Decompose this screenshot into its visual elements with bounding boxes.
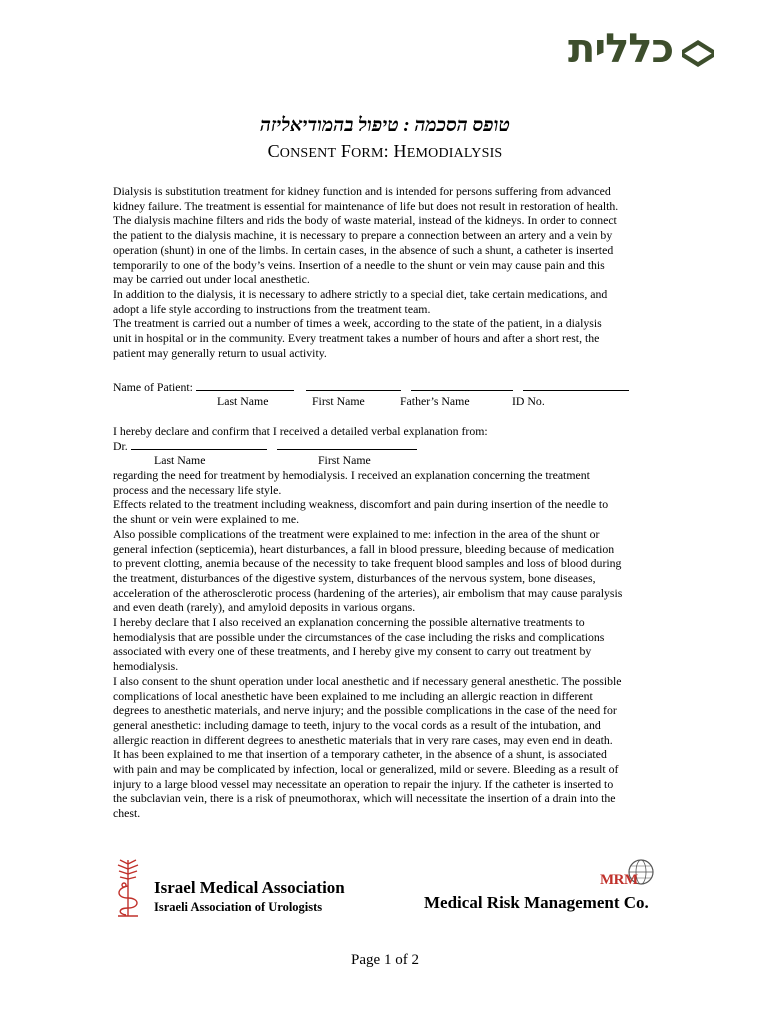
text-line: to prevent clotting, anemia because of the necessity to take frequent blood samples and loss of blood during <box>113 556 622 571</box>
mrm-logo <box>598 858 658 892</box>
ima-emblem-icon <box>110 858 146 920</box>
text-line: associated with every one of these treatments, and I hereby give my consent to carry out treatment by <box>113 644 592 659</box>
text-line: temporarily to one of the body’s veins. Insertion of a needle to the shunt or vein may cause pain and this <box>113 257 605 272</box>
text-line: general infection (septicemia), heart disturbances, a fall in blood pressure, bleeding because of medication <box>113 541 615 556</box>
text-line: may be carried out under local anesthetic. <box>113 272 310 287</box>
text-line: with pain and may be complicated by infection, local or generalized, mild or severe. Bleeding as a result of <box>113 762 619 777</box>
text-line: the subclavian vein, there is a risk of pneumothorax, which will necessitate the insertion of a drain into the <box>113 791 616 806</box>
caption-dr-first-name: First Name <box>318 453 371 467</box>
text-line: acceleration of the atherosclerotic process (hardening of the arteries), air embolism that may cause paralysis <box>113 585 623 600</box>
doctor-name-row <box>113 439 417 454</box>
page-number: Page 1 of 2 <box>351 952 419 968</box>
caption-fathers-name: Father’s Name <box>400 394 470 408</box>
dr-label: Dr. <box>113 439 128 453</box>
mrm-logo-text: MRM <box>600 872 638 888</box>
text-line: injury to a large blood vessel may necessitate an operation to repair the injury. If the catheter is inserted to <box>113 776 614 791</box>
patient-id-field[interactable] <box>523 380 629 391</box>
text-line: kidney failure. The treatment is essential for maintenance of life but does not result in restoration of health. <box>113 198 619 213</box>
text-line: The treatment is carried out a number of times a week, according to the state of the patient, in a dialysis <box>113 316 602 331</box>
doctor-last-name-field[interactable] <box>131 439 267 450</box>
text-line: allergic reaction in different degrees to anesthetic materials that in very rare cases, may even end in death. <box>113 732 613 747</box>
text-line: Dialysis is substitution treatment for kidney function and is intended for persons suffering from advanced <box>113 184 611 198</box>
caption-last-name: Last Name <box>217 394 269 408</box>
text-line: the shunt or vein were explained to me. <box>113 512 300 527</box>
clalit-chevron-icon <box>678 36 718 70</box>
text-line: Also possible complications of the treatment were explained to me: infection in the area of the shunt or <box>113 526 600 541</box>
ima-name: Israel Medical Association <box>154 878 345 897</box>
text-line: the treatment, disturbances of the digestive system, disturbances of the nervous system, bone diseases, <box>113 570 596 585</box>
text-line: adopt a life style according to instructions from the treatment team. <box>113 301 431 316</box>
text-line: I hereby declare that I also received an explanation concerning the possible alternative treatments to <box>113 615 585 630</box>
text-line: the patient to the dialysis machine, it is necessary to prepare a connection between an artery and a vein by <box>113 228 613 243</box>
declaration-intro: I hereby declare and confirm that I received a detailed verbal explanation from: <box>113 424 488 438</box>
caption-first-name: First Name <box>312 394 365 408</box>
text-line: hemodialysis that are possible under the circumstances of the case including the risks and complications <box>113 629 605 644</box>
patient-last-name-field[interactable] <box>196 380 294 391</box>
text-line: regarding the need for treatment by hemodialysis. I received an explanation concerning the treatment <box>113 468 590 482</box>
caption-dr-last-name: Last Name <box>154 453 206 467</box>
patient-father-name-field[interactable] <box>411 380 513 391</box>
text-line: The dialysis machine filters and rids the body of waste material, instead of the kidneys. In order to connect <box>113 213 617 228</box>
declaration-text <box>113 468 661 821</box>
text-line: complications of local anesthetic have been explained to me including an allergic reaction in different <box>113 688 593 703</box>
doctor-first-name-field[interactable] <box>277 439 417 450</box>
text-line: I also consent to the shunt operation under local anesthetic and if necessary general anesthetic. The possible <box>113 673 622 688</box>
text-line: In addition to the dialysis, it is necessary to adhere strictly to a special diet, take certain medications, and <box>113 286 608 301</box>
intro-text <box>113 184 661 360</box>
text-line: It has been explained to me that insertion of a temporary catheter, in the absence of a shunt, is associated <box>113 747 607 762</box>
text-line: degrees to anesthetic materials, and nerve injury; and the possible complications in the case of the need for <box>113 703 617 718</box>
text-line: general anesthetic: including damage to teeth, injury to the vocal cords as a result of the intubation, and <box>113 717 601 732</box>
text-line: and even death (rarely), and amyloid deposits in various organs. <box>113 600 416 615</box>
caption-id-no: ID No. <box>512 394 545 408</box>
patient-name-row <box>113 380 629 395</box>
clalit-logo <box>568 26 718 76</box>
iau-name: Israeli Association of Urologists <box>154 900 323 914</box>
text-line: unit in hospital or in the community. Every treatment takes a number of hours and after a short rest, the <box>113 331 600 346</box>
page-title: CONSENT FORM: HEMODIALYSIS <box>267 141 503 161</box>
text-line: hemodialysis. <box>113 659 179 674</box>
hebrew-title: טופס הסכמה : טיפול בהמודיאליזה <box>260 115 510 136</box>
clalit-logo-text: כללית <box>568 26 674 72</box>
text-line: Effects related to the treatment including weakness, discomfort and pain during insertion of the needle to <box>113 497 609 512</box>
mrm-name: Medical Risk Management Co. <box>424 893 649 912</box>
text-line: operation (shunt) in one of the limbs. In certain cases, in the absence of such a shunt, a catheter is inserted <box>113 242 614 257</box>
patient-name-label: Name of Patient: <box>113 380 193 394</box>
patient-first-name-field[interactable] <box>306 380 401 391</box>
text-line: chest. <box>113 806 141 821</box>
text-line: process and the necessary life style. <box>113 482 282 497</box>
text-line: patient may generally return to usual activity. <box>113 345 327 360</box>
